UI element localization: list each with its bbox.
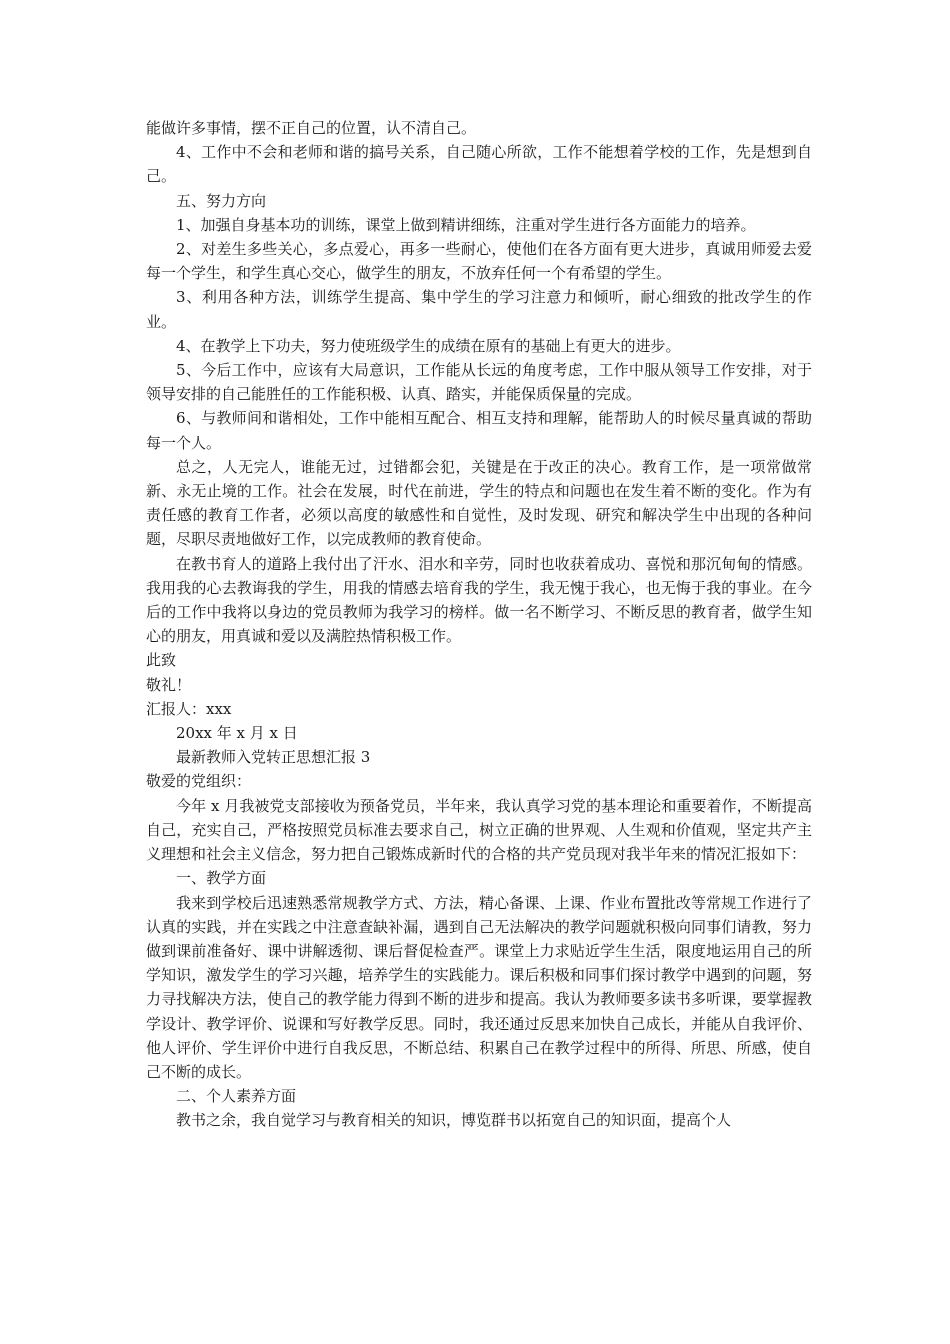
paragraph: 敬爱的党组织： [146, 772, 252, 791]
paragraph: 6、与教师间和谐相处，工作中能相互配合、相互支持和理解，能帮助人的时候尽量真诚的帮助每一个人。 [146, 409, 812, 452]
paragraph: 4、工作中不会和老师和谐的搞号关系，自己随心所欲，工作不能想着学校的工作，先是想到自己。 [146, 143, 812, 186]
document-page [146, 116, 812, 1133]
paragraph: 一、教学方面 [176, 869, 267, 888]
paragraph: 20xx 年 x 月 x 日 [176, 724, 298, 743]
paragraph: 能做许多事情，摆不正自己的位置，认不清自己。 [146, 119, 477, 137]
paragraph: 1、加强自身基本功的训练，课堂上做到精讲细练，注重对学生进行各方面能力的培养。 [176, 215, 756, 234]
paragraph: 敬礼！ [146, 675, 192, 694]
paragraph: 最新教师入党转正思想汇报 3 [176, 748, 371, 767]
paragraph: 2、对差生多些关心，多点爱心，再多一些耐心，使他们在各方面有更大进步，真诚用师爱去爱每一个学生，和学生真心交心，做学生的朋友，不放弃任何一个有希望的学生。 [146, 240, 812, 283]
paragraph: 五、努力方向 [176, 191, 267, 210]
paragraph: 5、今后工作中，应该有大局意识，工作能从长远的角度考虑，工作中服从领导工作安排，对于领导安排的自己能胜任的工作能积极、认真、踏实，并能保质保量的完成。 [146, 361, 812, 404]
paragraph: 4、在教学上下功夫，努力使班级学生的成绩在原有的基础上有更大的进步。 [176, 336, 681, 355]
paragraph: 二、个人素养方面 [176, 1087, 297, 1106]
paragraph: 汇报人：xxx [146, 699, 232, 718]
paragraph: 3、利用各种方法，训练学生提高、集中学生的学习注意力和倾听，耐心细致的批改学生的作业。 [146, 288, 812, 331]
paragraph: 教书之余，我自觉学习与教育相关的知识，博览群书以拓宽自己的知识面，提高个人 [176, 1111, 732, 1130]
paragraph: 在教书育人的道路上我付出了汗水、泪水和辛劳，同时也收获着成功、喜悦和那沉甸甸的情感。我用我的心去教诲我的学生，用我的情感去培育我的学生，我无愧于我心，也无悔于我的事业。在今后的工作中我将以身边的党员教师为我学习的榜样。做一名不断学习、不断反思的教育者，做学生知心的朋友，用真诚和爱以及满腔热情积极工作。 [146, 554, 812, 646]
paragraph: 今年 x 月我被党支部接收为预备党员，半年来，我认真学习党的基本理论和重要着作，不断提高自己，充实自己，严格按照党员标准去要求自己，树立正确的世界观、人生观和价值观，坚定共产主义理想和社会主义信念，努力把自己锻炼成新时代的合格的共产党员现对我半年来的情况汇报如下： [146, 796, 812, 864]
paragraph: 此致 [146, 651, 177, 670]
paragraph: 总之，人无完人，谁能无过，过错都会犯，关键是在于改正的决心。教育工作，是一项常做常新、永无止境的工作。社会在发展，时代在前进，学生的特点和问题也在发生着不断的变化。作为有责任感的教育工作者，必须以高度的敏感性和自觉性，及时发现、研究和解决学生中出现的各种问题，尽职尽责地做好工作，以完成教师的教育使命。 [146, 457, 812, 549]
paragraph: 我来到学校后迅速熟悉常规教学方式、方法，精心备课、上课、作业布置批改等常规工作进行了认真的实践，并在实践之中注意查缺补漏，遇到自己无法解决的教学问题就积极向同事们请教，努力做到课前准备好、课中讲解透彻、课后督促检查严。课堂上力求贴近学生生活，限度地运用自己的所学知识，激发学生的学习兴趣，培养学生的实践能力。课后积极和同事们探讨教学中遇到的问题，努力寻找解决方法，使自己的教学能力得到不断的进步和提高。我认为教师要多读书多听课，要掌握教学设计、教学评价、说课和写好教学反思。同时，我还通过反思来加快自己成长，并能从自我评价、他人评价、学生评价中进行自我反思，不断总结、积累自己在教学过程中的所得、所思、所感，使自己不断的成长。 [146, 893, 812, 1081]
